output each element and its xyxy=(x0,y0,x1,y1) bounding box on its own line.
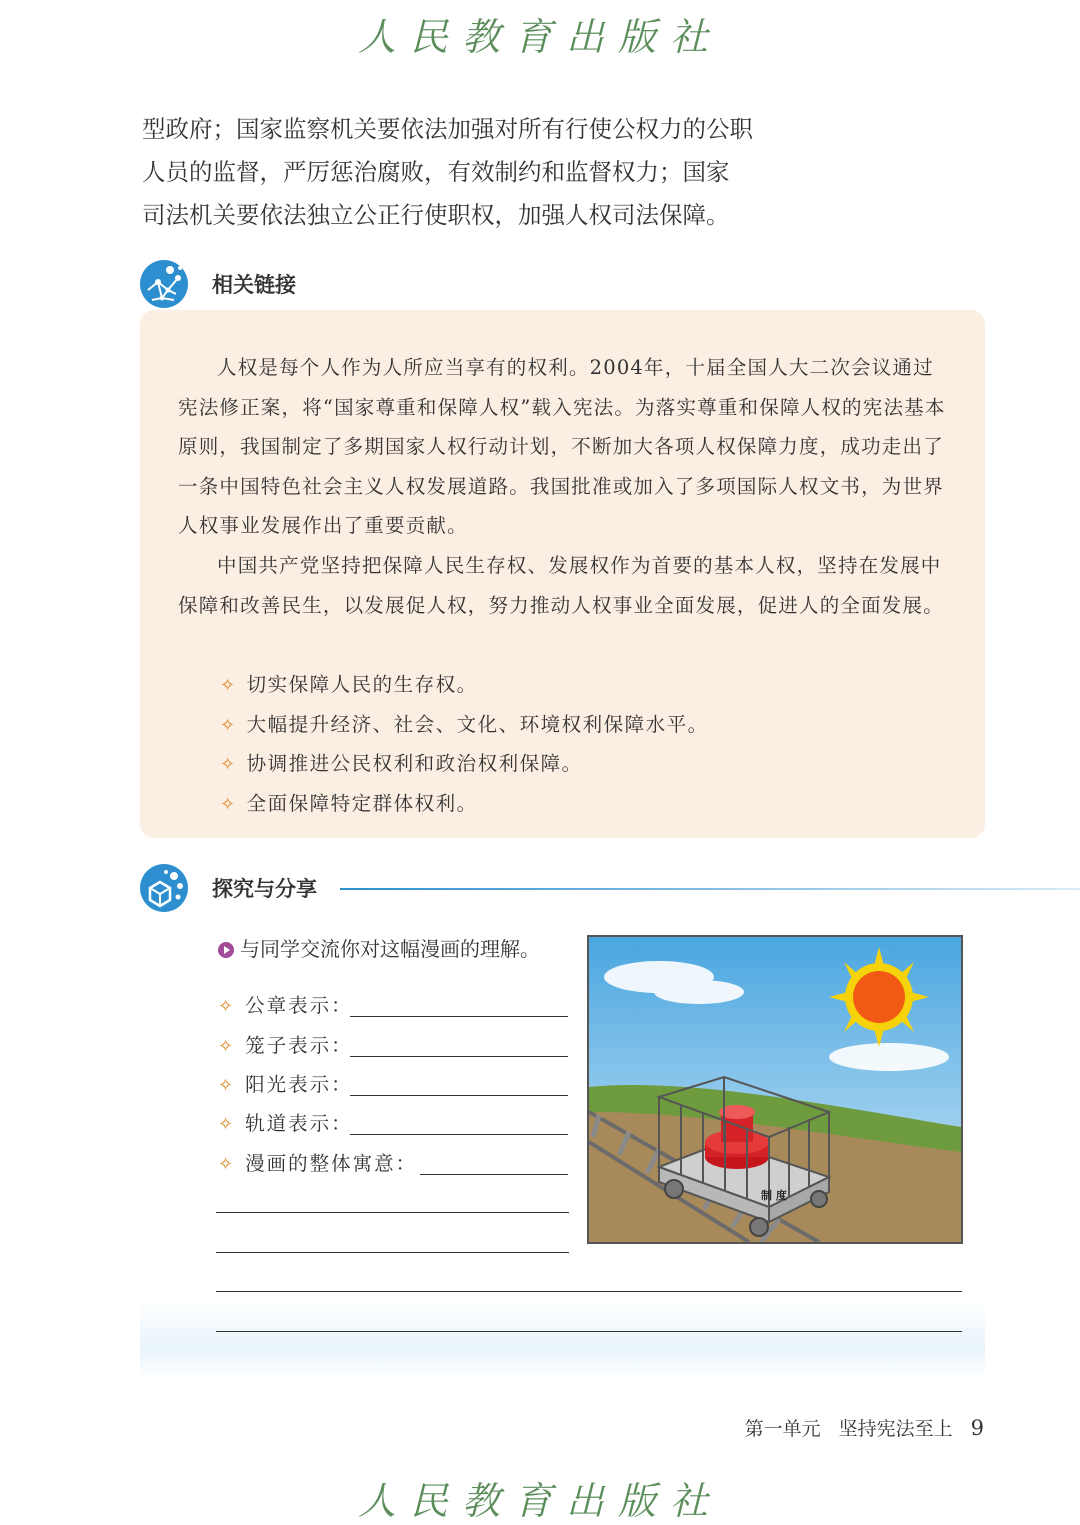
publisher-watermark-bottom: 人民教育出版社 xyxy=(357,1479,722,1523)
fill-item-label: 公章表示： xyxy=(245,994,353,1017)
diamond-icon: ✧ xyxy=(220,754,237,775)
intro-line: 型政府；国家监察机关要依法加强对所有行使公权力的公职 xyxy=(142,115,753,143)
footer-unit: 第一单元 xyxy=(744,1418,821,1440)
intro-line: 人员的监督，严厉惩治腐败，有效制约和监督权力；国家 xyxy=(142,158,730,186)
explore-prompt xyxy=(218,933,540,962)
fill-item-track xyxy=(218,1108,570,1138)
explore-prompt-text: 与同学交流你对这幅漫画的理解。 xyxy=(240,937,540,961)
answer-blank[interactable] xyxy=(350,1056,568,1057)
diamond-icon: ✧ xyxy=(220,675,237,696)
play-icon xyxy=(218,942,234,958)
related-link-header xyxy=(140,260,440,310)
section-divider xyxy=(340,888,1080,890)
diamond-icon: ✧ xyxy=(218,1036,236,1057)
diamond-icon: ✧ xyxy=(218,1114,236,1135)
fill-item-label: 笼子表示： xyxy=(245,1034,353,1057)
intro-paragraph xyxy=(142,108,782,237)
list-item xyxy=(220,705,709,745)
fill-item-sunlight xyxy=(218,1069,570,1099)
fill-item-label: 阳光表示： xyxy=(245,1073,353,1096)
list-item-text: 协调推进公民权利和政治权利保障。 xyxy=(246,752,583,775)
answer-line[interactable] xyxy=(216,1291,962,1292)
related-link-title: 相关链接 xyxy=(212,273,296,297)
explore-title: 探究与分享 xyxy=(212,877,317,901)
answer-blank[interactable] xyxy=(350,1134,568,1135)
diamond-icon: ✧ xyxy=(220,714,237,736)
list-item-text: 全面保障特定群体权利。 xyxy=(246,791,478,815)
related-link-box xyxy=(140,310,985,838)
list-item xyxy=(220,744,709,784)
decorative-band xyxy=(140,1300,985,1380)
rights-list xyxy=(220,665,709,823)
fill-item-seal xyxy=(218,990,570,1020)
answer-blank[interactable] xyxy=(350,1016,568,1017)
page-number: 9 xyxy=(970,1416,984,1440)
diamond-icon: ✧ xyxy=(218,996,236,1017)
diamond-icon: ✧ xyxy=(220,793,237,815)
list-item-text: 切实保障人民的生存权。 xyxy=(246,673,478,696)
answer-line[interactable] xyxy=(216,1252,569,1253)
fill-item-label: 漫画的整体寓意： xyxy=(245,1152,418,1175)
answer-blank[interactable] xyxy=(350,1095,568,1096)
network-icon xyxy=(140,260,188,308)
intro-line: 司法机关要依法独立公正行使职权，加强人权司法保障。 xyxy=(142,201,730,229)
molecule-icon xyxy=(140,864,188,912)
fill-item-cage xyxy=(218,1030,570,1060)
footer-unit-title: 坚持宪法至上 xyxy=(838,1418,953,1440)
answer-line[interactable] xyxy=(216,1212,569,1213)
list-item xyxy=(220,784,709,824)
answer-line[interactable] xyxy=(216,1331,962,1332)
related-link-paragraph: 人权是每个人作为人所应当享有的权利。2004年，十届全国人大二次会议通过宪法修正案，将“国家尊重和保障人权”载入宪法。为落实尊重和保障人权的宪法基本原则，我国制定了多期国家人权行动计划，不断加大各项人权保障力度，成功走出了一条中国特色社会主义人权发展道路。我国批准或加入了多项国际人权文书，为世界人权事业发展作出了重要贡献。 xyxy=(178,356,946,537)
fill-item-label: 轨道表示： xyxy=(245,1112,353,1135)
list-item-text: 大幅提升经济、社会、文化、环境权利保障水平。 xyxy=(246,712,709,736)
page-footer xyxy=(745,1414,984,1441)
list-item xyxy=(220,665,709,705)
publisher-watermark-top: 人民教育出版社 xyxy=(357,15,722,59)
cartoon-illustration xyxy=(587,935,963,1244)
fill-item-meaning xyxy=(218,1148,570,1178)
diamond-icon: ✧ xyxy=(218,1154,236,1175)
diamond-icon: ✧ xyxy=(218,1075,236,1096)
related-link-paragraph: 中国共产党坚持把保障人民生存权、发展权作为首要的基本人权，坚持在发展中保障和改善民生，以发展促人权，努力推动人权事业全面发展，促进人的全面发展。 xyxy=(178,554,944,617)
cart-label: 制 度 xyxy=(761,1189,787,1202)
sun-icon xyxy=(829,947,929,1047)
answer-blank[interactable] xyxy=(420,1174,568,1175)
explore-header xyxy=(140,864,980,914)
